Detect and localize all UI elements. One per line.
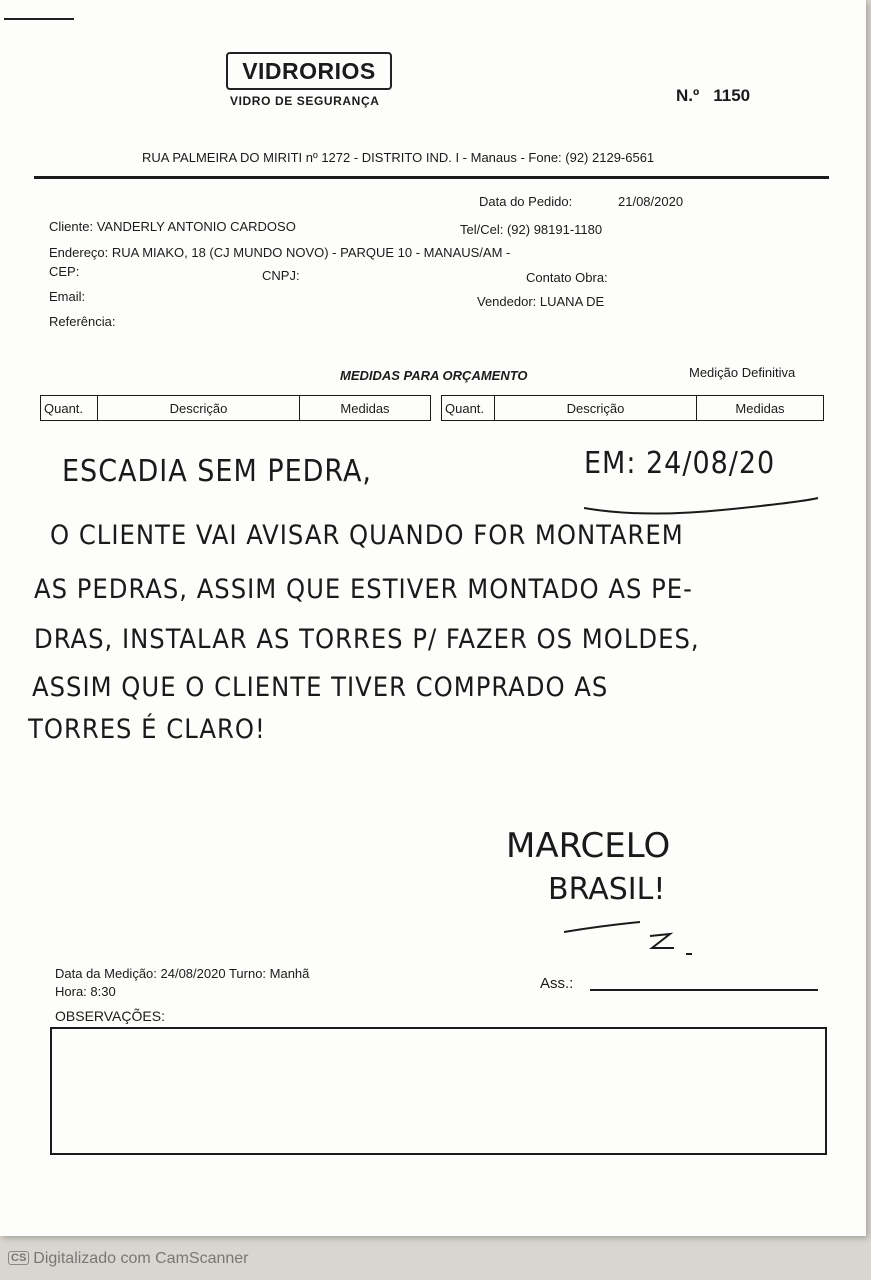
client-address: Endereço: RUA MIAKO, 18 (CJ MUNDO NOVO) - PARQUE 10 - MANAUS/AM - [49,245,511,260]
handwritten-line: AS PEDRAS, ASSIM QUE ESTIVER MONTADO AS PE- [34,574,693,605]
email-field: Email: [49,289,86,304]
handwritten-line: DRAS, INSTALAR AS TORRES P/ FAZER OS MOLDES, [34,624,700,655]
cep-field: CEP: [49,264,80,279]
camscanner-icon: CS [8,1251,29,1265]
order-date: 21/08/2020 [618,194,684,209]
observations-label: OBSERVAÇÕES: [55,1008,165,1024]
signature-line [590,989,818,991]
measures-title: MEDIDAS PARA ORÇAMENTO [340,368,528,383]
handwritten-line: TORRES É CLARO! [28,714,266,745]
measures-table-left [40,395,431,421]
signature-label: Ass.: [540,975,574,992]
signature-name: MARCELO [506,826,671,866]
corner-mark [4,18,74,20]
observations-box [50,1027,827,1155]
handwritten-underline [582,494,822,520]
scanner-watermark [8,1250,248,1268]
company-logo [226,52,392,90]
document-number-label: N.º [676,86,700,105]
handwritten-line: ASSIM QUE O CLIENTE TIVER COMPRADO AS [32,672,609,703]
client-phone: Tel/Cel: (92) 98191-1180 [460,222,603,237]
measures-table-right [441,395,824,421]
signature-flourish [560,918,700,958]
contact-field: Contato Obra: [526,270,608,285]
company-address: RUA PALMEIRA DO MIRITI nº 1272 - DISTRITO IND. I - Manaus - Fone: (92) 2129-6561 [142,150,655,165]
col-description: Descrição [495,396,697,421]
document-number-value: 1150 [713,86,751,105]
document-number [676,86,750,106]
order-date-label: Data do Pedido: [479,194,573,209]
company-name: VIDRORIOS [242,58,376,84]
seller-field: Vendedor: LUANA DE [477,294,605,309]
signature-surname: BRASIL! [548,872,666,907]
reference-field: Referência: [49,314,116,329]
scanner-text: Digitalizado com CamScanner [33,1250,249,1267]
client-name: Cliente: VANDERLY ANTONIO CARDOSO [49,219,296,234]
handwritten-line: O CLIENTE VAI AVISAR QUANDO FOR MONTAREM [50,520,684,551]
col-description: Descrição [98,396,300,421]
measurement-time: Hora: 8:30 [55,984,116,999]
measurement-date: Data da Medição: 24/08/2020 Turno: Manhã [55,966,310,981]
col-measures: Medidas [697,396,824,421]
handwritten-title: ESCADIA SEM PEDRA, [62,454,372,489]
cnpj-field: CNPJ: [262,268,300,283]
col-quantity: Quant. [442,396,495,421]
col-quantity: Quant. [41,396,98,421]
company-tagline: VIDRO DE SEGURANÇA [230,94,380,108]
measurement-status: Medição Definitiva [689,365,796,380]
header-divider [34,176,829,179]
col-measures: Medidas [300,396,431,421]
handwritten-date: EM: 24/08/20 [584,446,776,481]
